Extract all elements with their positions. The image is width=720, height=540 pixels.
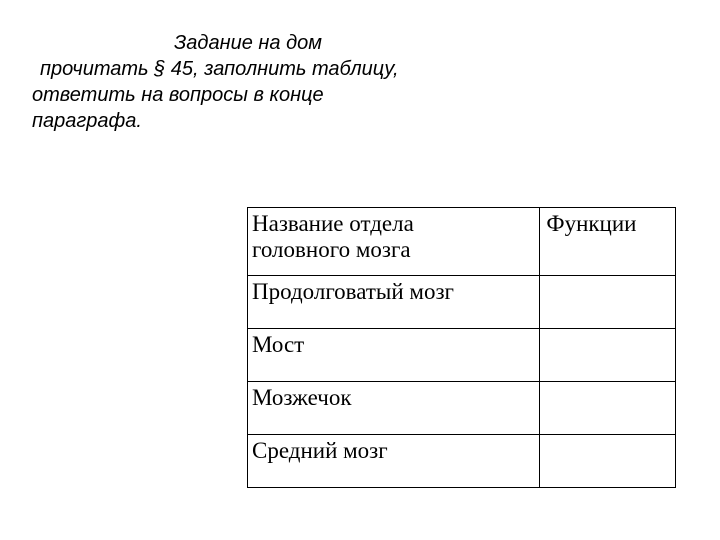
header-label-line: Название отдела xyxy=(252,211,414,236)
table-row xyxy=(248,382,676,435)
homework-text-line: прочитать § 45, заполнить таблицу, xyxy=(40,58,399,80)
homework-assignment xyxy=(32,30,512,134)
header-label-functions: Функции xyxy=(546,211,637,236)
table-row xyxy=(248,329,676,382)
table-row xyxy=(248,435,676,488)
header-cell-functions xyxy=(540,208,676,276)
functions-cell[interactable] xyxy=(540,276,676,329)
section-name-cell: Средний мозг xyxy=(248,435,540,488)
homework-title: Задание на дом xyxy=(174,32,322,54)
section-name-cell: Продолговатый мозг xyxy=(248,276,540,329)
functions-cell[interactable] xyxy=(540,435,676,488)
header-cell-section-name xyxy=(248,208,540,276)
header-label-line: головного мозга xyxy=(252,237,411,262)
section-name-cell: Мост xyxy=(248,329,540,382)
homework-text-line: параграфа. xyxy=(32,110,142,132)
table-row xyxy=(248,276,676,329)
functions-cell[interactable] xyxy=(540,329,676,382)
homework-text-line: ответить на вопросы в конце xyxy=(32,84,324,106)
section-name-cell: Мозжечок xyxy=(248,382,540,435)
brain-sections-table xyxy=(247,207,676,488)
functions-cell[interactable] xyxy=(540,382,676,435)
table-header-row xyxy=(248,208,676,276)
